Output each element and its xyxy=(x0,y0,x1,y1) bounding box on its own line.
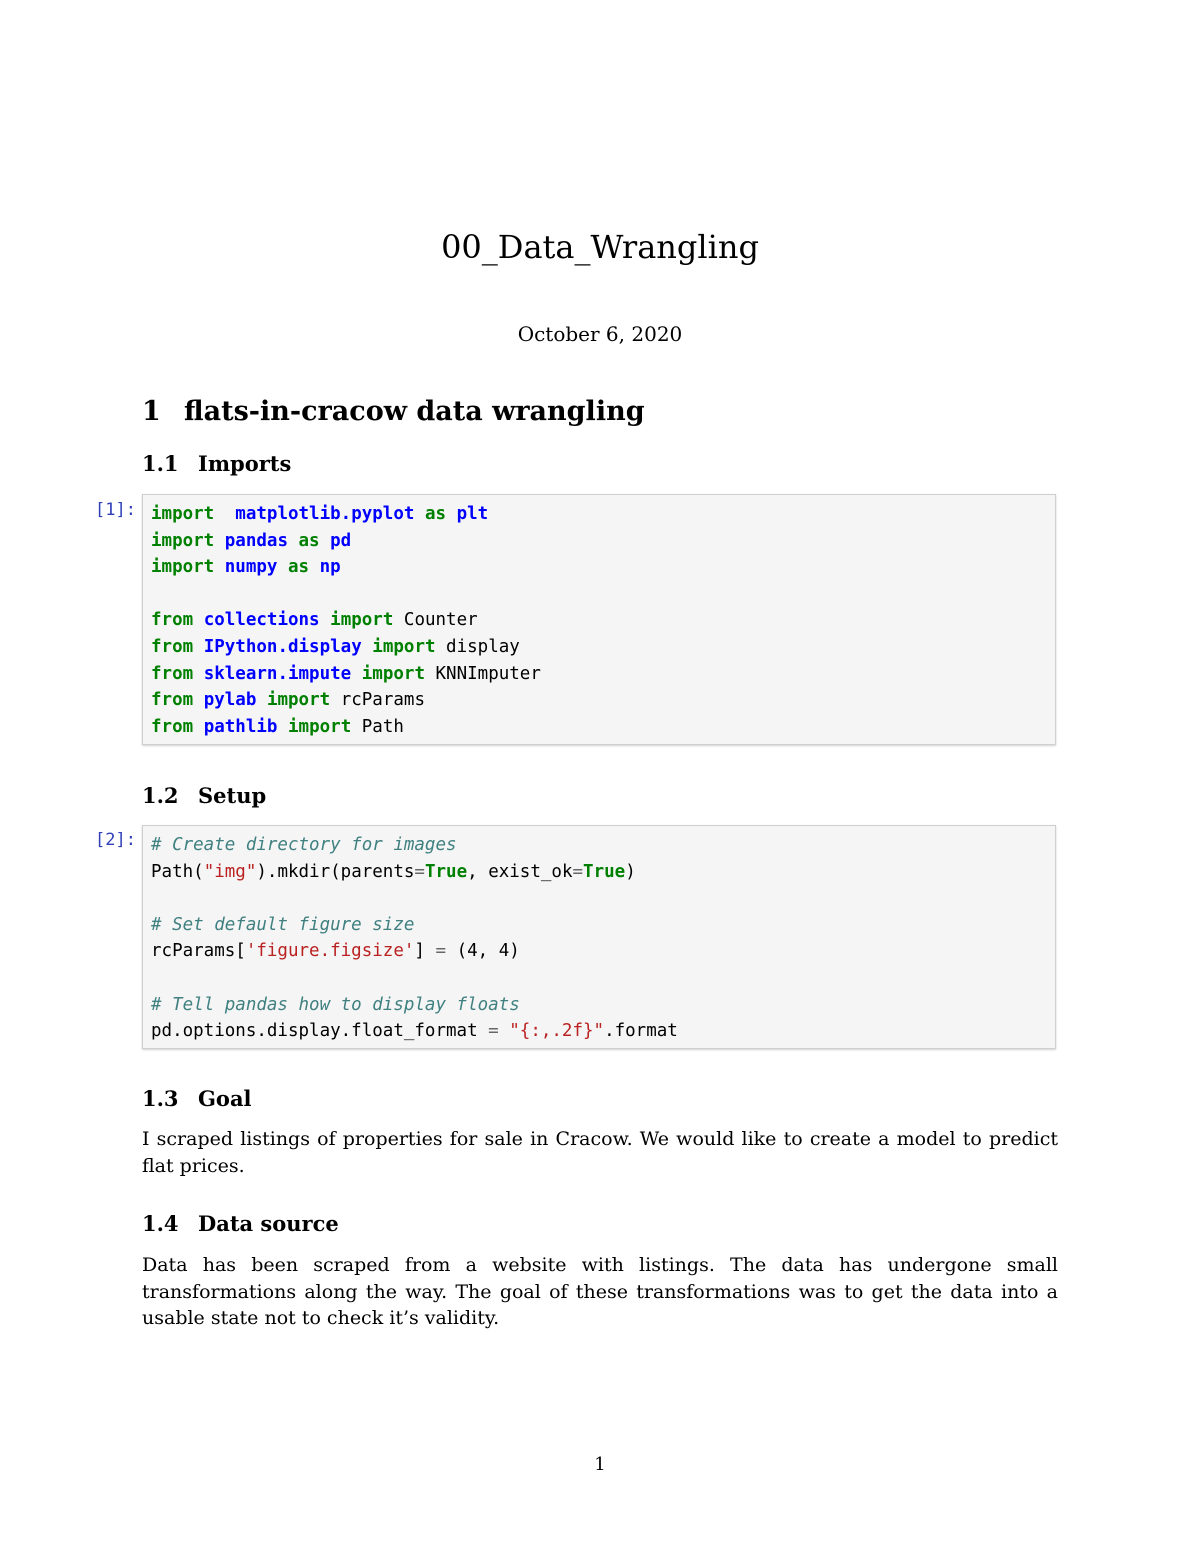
code-token: import xyxy=(266,690,331,711)
code-token: from xyxy=(151,636,194,657)
code-token xyxy=(309,557,320,577)
subsection-number: 1.1 xyxy=(142,451,179,476)
code-token: from xyxy=(151,663,194,684)
code-token: as xyxy=(277,557,310,578)
code-line xyxy=(151,687,1055,714)
code-token: rcParams[ xyxy=(151,941,246,962)
code-token xyxy=(256,690,267,710)
code-token: # Create directory for images xyxy=(151,835,457,855)
code-token: from xyxy=(151,690,194,711)
data-source-paragraph: Data has been scraped from a website with listings. The data has undergone small transformations along the way. The goal of these transformations was to get the data into a usable state not to check it’s validity. xyxy=(142,1254,1058,1329)
code-token xyxy=(362,637,373,657)
code-token xyxy=(499,1021,510,1041)
code-token xyxy=(351,664,362,684)
code-token xyxy=(193,717,204,737)
code-token: pylab xyxy=(203,690,257,711)
document-title: 00_Data_Wrangling xyxy=(441,228,759,266)
code-token xyxy=(193,690,204,710)
cell-prompt-1: [1]: xyxy=(95,500,136,520)
code-token: from xyxy=(151,716,194,737)
cell-prompt-2: [2]: xyxy=(95,830,136,850)
code-token: import xyxy=(151,530,215,551)
code-token: "{:,.2f}" xyxy=(509,1021,605,1042)
code-token: import xyxy=(372,636,436,657)
code-token: KNNImputer xyxy=(424,663,541,684)
subsection-heading-imports xyxy=(142,451,291,476)
code-line xyxy=(151,661,1055,688)
page-number: 1 xyxy=(594,1454,606,1475)
code-cell-imports[interactable] xyxy=(142,494,1056,745)
code-line xyxy=(151,607,1055,634)
code-token xyxy=(277,717,288,737)
code-line xyxy=(151,634,1055,661)
code-token: = xyxy=(488,1021,499,1042)
goal-paragraph: I scraped listings of properties for sale in Cracow. We would like to create a model to predict flat prices. xyxy=(142,1128,1058,1177)
subsection-heading-goal xyxy=(142,1086,252,1111)
code-line xyxy=(151,859,1055,886)
section-number: 1 xyxy=(142,396,161,427)
code-token: = xyxy=(572,861,584,882)
code-token: = xyxy=(414,861,425,882)
subsection-title: Imports xyxy=(198,451,292,476)
code-line xyxy=(151,501,1055,528)
subsection-number: 1.4 xyxy=(142,1211,179,1236)
code-token: rcParams xyxy=(330,690,425,711)
code-token: ) xyxy=(625,861,636,882)
code-line xyxy=(151,885,1055,912)
code-token xyxy=(446,504,457,524)
code-token: True xyxy=(583,861,626,882)
code-token: collections xyxy=(203,610,320,631)
code-token: # Tell pandas how to display floats xyxy=(151,994,520,1015)
code-token: display xyxy=(435,636,520,657)
code-token: pd xyxy=(330,530,352,551)
code-token: # Set default figure size xyxy=(151,914,415,935)
code-token: pandas xyxy=(224,530,288,551)
code-token: pd.options.display.float_format xyxy=(151,1021,489,1042)
subsection-number: 1.2 xyxy=(142,783,179,808)
code-token: import xyxy=(361,663,425,684)
subsection-title: Data source xyxy=(198,1211,339,1236)
code-token: matplotlib.pyplot xyxy=(235,504,415,524)
section-title: flats-in-cracow data wrangling xyxy=(184,396,645,427)
code-line xyxy=(151,581,1055,608)
subsection-title: Setup xyxy=(198,783,267,808)
code-token: import xyxy=(151,557,215,578)
code-token: True xyxy=(424,861,468,882)
code-token: .format xyxy=(604,1021,678,1042)
subsection-heading-setup xyxy=(142,783,266,808)
code-token: = xyxy=(435,941,447,962)
code-token: plt xyxy=(456,504,489,524)
code-token xyxy=(320,531,331,551)
code-line xyxy=(151,965,1055,992)
code-token: import xyxy=(288,716,352,737)
code-line xyxy=(151,912,1055,939)
section-heading-1 xyxy=(142,396,645,427)
code-token: sklearn.impute xyxy=(203,663,352,684)
code-token: import xyxy=(151,504,215,524)
subsection-number: 1.3 xyxy=(142,1086,179,1111)
code-token xyxy=(214,557,225,577)
subsection-heading-data-source xyxy=(142,1211,339,1236)
code-token: (4, 4) xyxy=(446,941,520,962)
code-line xyxy=(151,1018,1055,1045)
code-token: "img" xyxy=(203,861,257,882)
code-line xyxy=(151,528,1055,555)
code-token xyxy=(214,504,235,524)
code-token xyxy=(193,637,204,657)
code-token: np xyxy=(319,557,341,578)
code-token: IPython.display xyxy=(203,636,362,657)
code-line xyxy=(151,938,1055,965)
code-line xyxy=(151,554,1055,581)
code-token xyxy=(214,531,225,551)
code-token: ] xyxy=(414,941,436,962)
code-line xyxy=(151,992,1055,1019)
code-token xyxy=(320,610,331,630)
subsection-title: Goal xyxy=(198,1086,252,1111)
code-token xyxy=(193,664,204,684)
code-token: Counter xyxy=(393,610,478,631)
code-line xyxy=(151,714,1055,741)
code-token: 'figure.figsize' xyxy=(245,941,415,962)
code-token: as xyxy=(414,504,447,524)
code-token: numpy xyxy=(224,557,278,578)
code-token: Path( xyxy=(151,861,204,882)
code-token: import xyxy=(330,610,394,631)
code-token: from xyxy=(151,610,194,631)
code-line xyxy=(151,832,1055,859)
code-token: as xyxy=(287,530,320,551)
document-date: October 6, 2020 xyxy=(517,322,683,346)
code-token xyxy=(193,610,204,630)
code-cell-setup[interactable] xyxy=(142,825,1056,1049)
code-token: pathlib xyxy=(203,716,278,737)
code-token: ).mkdir(parents xyxy=(256,861,415,882)
code-token: Path xyxy=(351,716,404,737)
code-token: , exist_ok xyxy=(467,861,573,882)
